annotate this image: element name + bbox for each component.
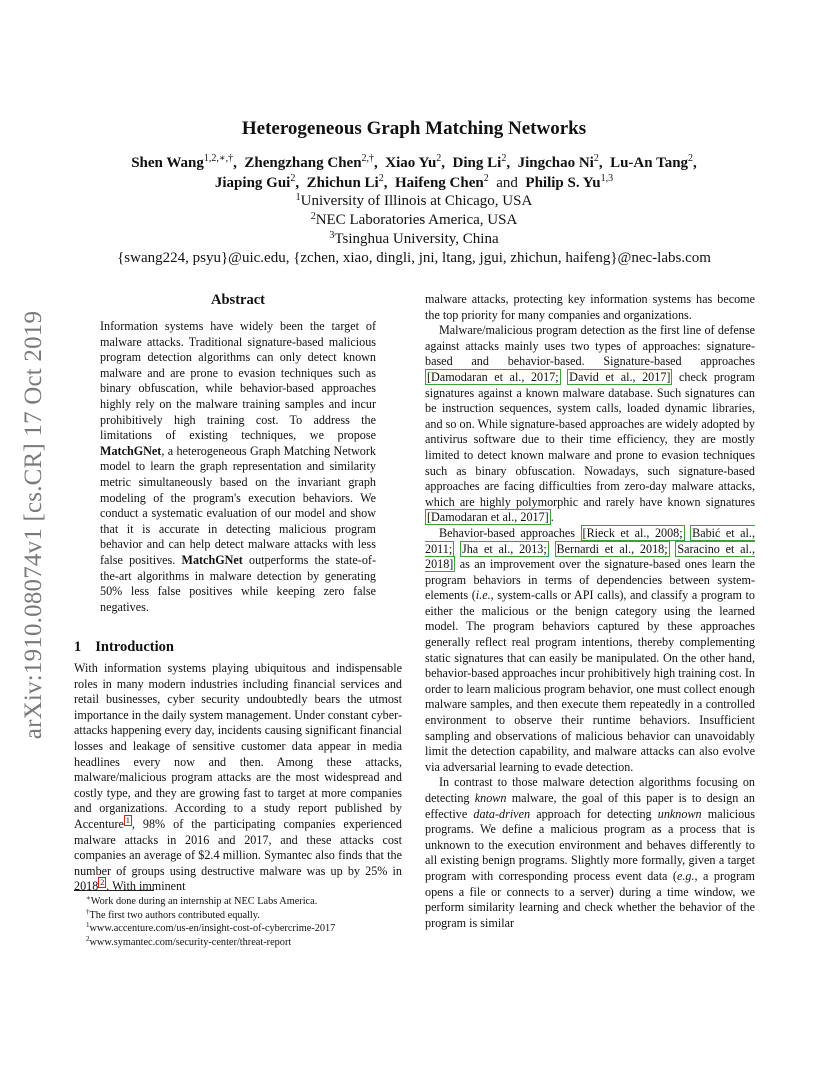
citation-link[interactable]: Babić et al., 2011; — [425, 525, 755, 556]
citation-link[interactable]: David et al., 2017] — [569, 369, 671, 384]
footnote-link[interactable]: 1 — [125, 815, 130, 825]
citation-link[interactable]: [Damodaran et al., 2017; — [427, 369, 559, 384]
footnote: $^2$www.symantec.com/security-center/threat-report — [86, 934, 292, 948]
citation-link[interactable]: [Damodaran et al., 2017] — [427, 510, 549, 525]
author: Zhichun Li$^2$ — [306, 173, 384, 191]
affiliation: $^2$NEC Laboratories America, USA — [310, 211, 518, 228]
author: Lu-An Tang$^2$ — [610, 153, 694, 171]
paragraph: Behavior-based approaches [Rieck et al., 2008; Babić et al., 2011; Jha et al., 2013; Bernardi et al., 2018; Saracino et al., 2018] as an improvement over the signature-based ones learn the program behaviors in terms of dependencies between system-elements (i.e., system-calls or API calls), and classify a program to either the malicious or the benign category using the learned model. The program behaviors captured by these approaches generally reflect real program intentions, thereby complementing static signatures that can easily be manipulated. On the other hand, behavior-based approaches incur prohibitively high training cost. In order to learn malicious program behavior, one must collect enough malware samples, and then execute them repeatedly in a controlled environment to observe their runtime behaviors. Insufficient sampling and observations of malicious behavior can unavoidably limit the detection capability, and malware attacks can also evolve via adversarial learning to evade detection. — [425, 525, 755, 774]
author-emails: {swang224, psyu}@uic.edu, {zchen, xiao, dingli, jni, ltang, jgui, zhichun, haifeng}@nec-labs.com — [117, 250, 711, 266]
affiliation: $^3$Tsinghua University, China — [329, 230, 499, 247]
intro-left-column: With information systems playing ubiquitous and indispensable roles in many modern industries including financial services and retail businesses, cyber security undoubtedly bears the utmost importance in the daily system management. Under constant cyber-attacks happening every day, incidents causing significant financial losses and leakage of sensitive customer data appear in media headlines every now and then. Among these attacks, malware/malicious program attacks are the most widespread and costly type, and they are growing fast to target at more companies and organizations. According to a study report published by Accenture $^1$ , 98% of the participating companies experienced malware attacks in 2016 and 2017, and these attacks cost companies an average of $2.4 million. Symantec also finds that the number of groups using destructive malware was up by 25% in 2018 $^2$ . With imminent — [74, 661, 402, 894]
author: Jingchao Ni$^2$ — [517, 153, 599, 171]
footnote: $^1$www.accenture.com/us-en/insight-cost-of-cybercrime-2017 — [86, 921, 336, 935]
citation-link[interactable]: Saracino et al., 2018] — [425, 541, 755, 572]
footnotes — [88, 895, 398, 949]
citation-link[interactable]: [Rieck et al., 2008; — [582, 525, 683, 540]
author: Ding Li$^2$ — [452, 153, 507, 171]
right-column — [425, 292, 755, 931]
abstract-heading: Abstract — [211, 292, 265, 308]
author: Jiaping Gui$^2$ — [214, 173, 296, 191]
footnote: †The first two authors contributed equally. — [86, 907, 260, 921]
paragraph: Malware/malicious program detection as the first line of defense against attacks mainly uses two types of approaches: signature-based and behavior-based. Signature-based approaches [Damodaran et al., 2017; David et al., 2017] check program signatures against a known malware database. Such signatures can be instruction sequences, system calls, loaded dynamic libraries, and so on. While signature-based approaches are widely adopted by antivirus software due to their time efficiency, they are mostly limited to detect known malware and prone to evasion techniques such as binary obfuscation. Nowadays, such signature-based approaches are facing difficulties from zero-day malware attacks, which are highly polymorphic and rarely have known signatures [Damodaran et al., 2017] . — [425, 323, 755, 525]
author: Xiao Yu$^2$ — [385, 153, 442, 171]
citation-link[interactable]: Jha et al., 2013; — [462, 541, 547, 556]
citation-link[interactable]: Bernardi et al., 2018; — [556, 541, 668, 556]
author: Zhengzhang Chen$^{2,\dagger}$ — [244, 153, 375, 171]
arxiv-stamp — [14, 290, 54, 760]
paragraph: malware attacks, protecting key information systems has become the top priority for many companies and organizations. — [425, 292, 755, 322]
abstract-body: Information systems have widely been the target of malware attacks. Traditional signature-based malicious program detection algorithms can only detect known malware and are prone to evasion techniques such as binary obfuscation, while behavior-based approaches highly rely on the malware training samples and incur prohibitively high training cost. To address the limitations of existing techniques, we propose MatchGNet, a heterogeneous Graph Matching Network model to learn the graph representation and similarity metric simultaneously based on the invariant graph modeling of the program's execution behaviors. We conduct a systematic evaluation of our model and show that it is accurate in detecting malicious program behavior and can help detect malware attacks with less false positives. MatchGNet outperforms the state-of-the-art algorithms in malware detection by generating 50% less false positives while keeping zero false negatives. — [100, 319, 376, 614]
footnote: ∗Work done during an internship at NEC Labs America. — [86, 894, 318, 907]
author: Philip S. Yu$^{1,3}$ — [525, 173, 614, 191]
section-heading-introduction: 1 Introduction — [74, 639, 174, 655]
paper-title: Heterogeneous Graph Matching Networks — [241, 118, 587, 139]
author: Shen Wang$^{1,2,∗,\dagger}$ — [131, 153, 234, 171]
affiliation: $^1$University of Illinois at Chicago, USA — [295, 192, 533, 209]
author: Haifeng Chen$^2$ — [394, 173, 489, 191]
arxiv-stamp-text: arXiv:1910.08074v1 [cs.CR] 17 Oct 2019 — [20, 310, 47, 740]
footnote-divider — [74, 890, 154, 891]
and-word: and — [496, 175, 518, 191]
footnote-link[interactable]: 2 — [100, 878, 105, 888]
paragraph: In contrast to those malware detection algorithms focusing on detecting known malware, the goal of this paper is to design an effective data-driven approach for detecting unknown malicious programs. We define a malicious program as a process that is unknown to the execution environment and behaves differently to all existing benign programs. Slightly more formally, given a target program with corresponding process event data (e.g., a program opens a file or connects to a server) during a time window, we perform similarity learning and check whether the behavior of the program is similar — [425, 775, 755, 930]
author-list: Shen Wang$^{1,2,∗,\dagger}$, Zhengzhang Chen$^{2,\dagger}$, Xiao Yu$^2$, Ding Li$^2$, Jingchao Ni$^2$, Lu-An Tang$^2$, Jiaping Gui$^2$, Zhichun Li$^2$, Haifeng Chen$^2$ and Philip S. Yu$^{1,3}$ — [131, 153, 697, 191]
